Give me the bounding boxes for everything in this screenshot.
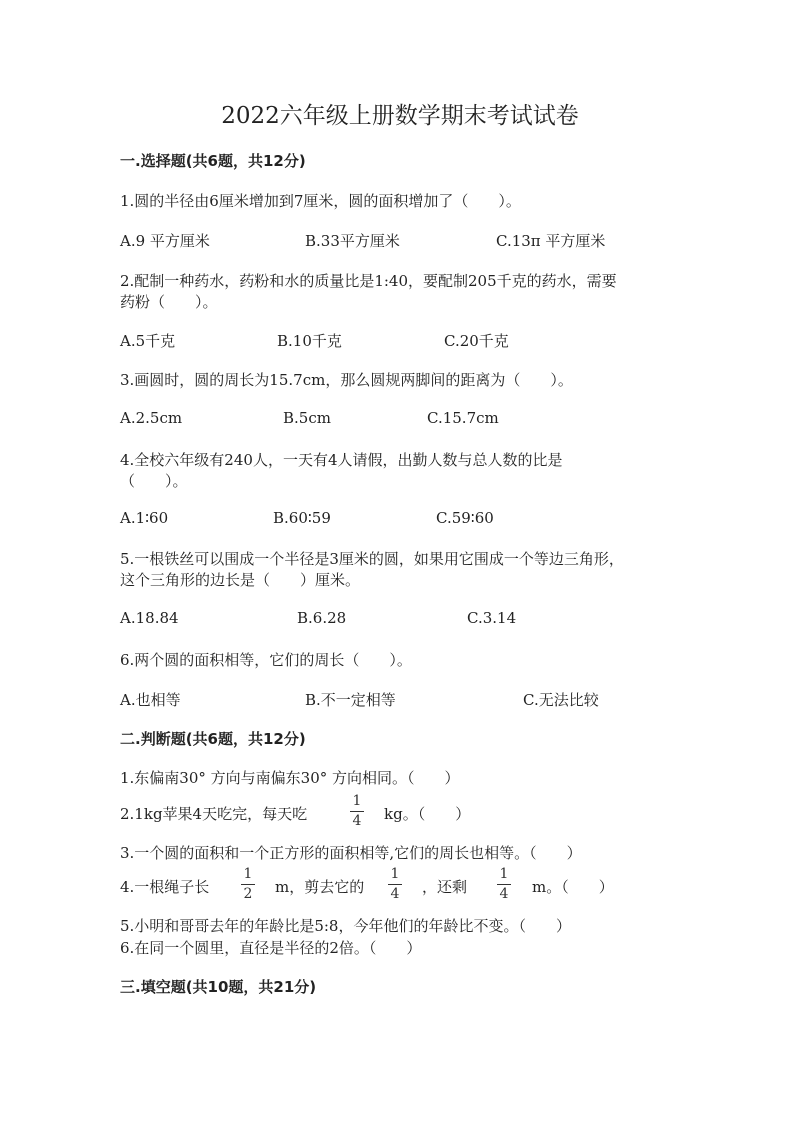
option-c: C.20千克	[444, 332, 509, 350]
question-text-cont: 药粉（ ）。	[120, 293, 218, 311]
judge-question-4: 4.一根绳子长	[120, 878, 210, 896]
option-c: C.无法比较	[523, 691, 599, 709]
fraction-denominator: 4	[352, 813, 362, 829]
question-text: 5.一根铁丝可以围成一个半径是3厘米的圆，如果用它围成一个等边三角形，	[120, 550, 624, 568]
question-text: 4.全校六年级有240人，一天有4人请假，出勤人数与总人数的比是	[120, 451, 563, 469]
option-b: B.6.28	[297, 609, 347, 627]
fraction	[497, 867, 511, 902]
judge-question-1: 1.东偏南30° 方向与南偏东30° 方向相同。（ ）	[120, 769, 460, 787]
judge-question-2: 2.1kg苹果4天吃完，每天吃	[120, 805, 308, 823]
option-b: B.33平方厘米	[305, 232, 400, 250]
fraction	[388, 867, 402, 902]
fraction-numerator: 1	[390, 866, 400, 882]
fraction-bar	[497, 884, 511, 885]
fraction	[350, 794, 364, 829]
fraction-numerator: 1	[243, 866, 253, 882]
judge-question-4-part: m。（ ）	[532, 878, 614, 896]
option-b: B.不一定相等	[305, 691, 396, 709]
option-b: B.10千克	[277, 332, 342, 350]
judge-question-2-cont: kg。（ ）	[384, 805, 471, 823]
option-b: B.5cm	[283, 409, 331, 427]
question-text: 3.画圆时，圆的周长为15.7cm，那么圆规两脚间的距离为（ ）。	[120, 371, 573, 389]
option-c: C.15.7cm	[427, 409, 499, 427]
judge-question-4-part: ，还剩	[422, 878, 468, 896]
judge-question-3: 3.一个圆的面积和一个正方形的面积相等,它们的周长也相等。（ ）	[120, 844, 582, 862]
option-a: A.18.84	[120, 609, 179, 627]
fraction-bar	[388, 884, 402, 885]
question-text: 1.圆的半径由6厘米增加到7厘米，圆的面积增加了（ ）。	[120, 192, 521, 210]
option-a: A.2.5cm	[120, 409, 183, 427]
option-c: C.59∶60	[436, 509, 494, 527]
option-c: C.3.14	[467, 609, 517, 627]
question-text: 6.两个圆的面积相等，它们的周长（ ）。	[120, 651, 412, 669]
option-c: C.13π 平方厘米	[496, 232, 606, 250]
fraction-denominator: 4	[499, 886, 509, 902]
section-heading-choice: 一.选择题(共6题，共12分)	[120, 152, 306, 170]
option-a: A.也相等	[120, 691, 181, 709]
judge-question-4-part: m，剪去它的	[275, 878, 365, 896]
section-heading-fill: 三.填空题(共10题，共21分)	[120, 978, 317, 996]
judge-question-5: 5.小明和哥哥去年的年龄比是5:8，今年他们的年龄比不变。（ ）	[120, 917, 571, 935]
page-title: 2022六年级上册数学期末考试试卷	[221, 103, 579, 129]
question-text-cont: （ ）。	[120, 472, 188, 490]
option-a: A.9 平方厘米	[120, 232, 210, 250]
section-heading-judge: 二.判断题(共6题，共12分)	[120, 730, 306, 748]
option-a: A.5千克	[120, 332, 176, 350]
fraction-bar	[350, 811, 364, 812]
fraction-numerator: 1	[352, 793, 362, 809]
fraction-denominator: 2	[243, 886, 253, 902]
question-text-cont: 这个三角形的边长是（ ）厘米。	[120, 571, 361, 589]
question-text: 2.配制一种药水，药粉和水的质量比是1:40，要配制205千克的药水，需要	[120, 272, 617, 290]
fraction	[241, 867, 255, 902]
fraction-numerator: 1	[499, 866, 509, 882]
fraction-denominator: 4	[390, 886, 400, 902]
option-a: A.1∶60	[120, 509, 169, 527]
fraction-bar	[241, 884, 255, 885]
option-b: B.60∶59	[273, 509, 331, 527]
judge-question-6: 6.在同一个圆里，直径是半径的2倍。（ ）	[120, 939, 422, 957]
